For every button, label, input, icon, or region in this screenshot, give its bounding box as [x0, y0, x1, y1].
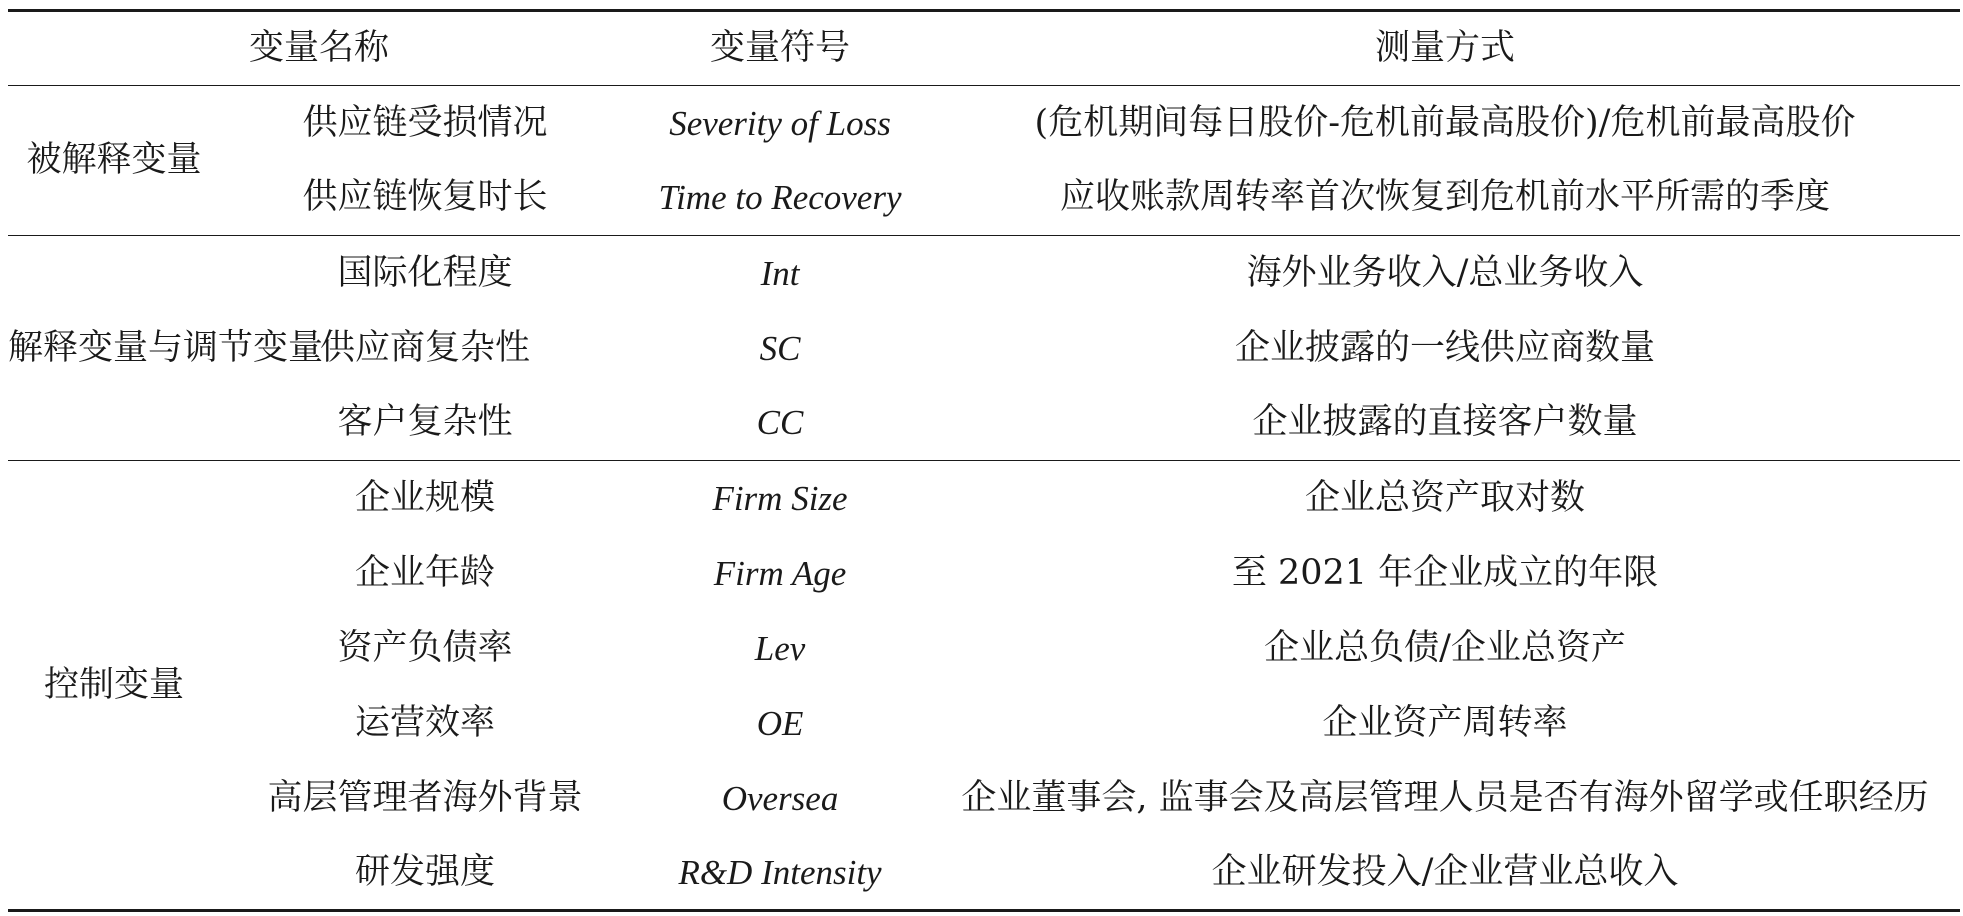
table-row	[8, 161, 1960, 236]
variable-name-cell: 企业规模	[355, 477, 496, 518]
variable-definition-table	[8, 9, 1960, 912]
header-variable-symbol: 变量符号	[630, 11, 930, 86]
category-cell: 被解释变量	[8, 86, 220, 236]
variable-symbol-cell: Time to Recovery	[630, 161, 930, 236]
table-row	[8, 686, 1960, 761]
measurement-cell: 企业董事会, 监事会及高层管理人员是否有海外留学或任职经历	[961, 777, 1929, 818]
table-row	[8, 536, 1960, 611]
variable-name-cell: 企业年龄	[355, 552, 496, 593]
measurement-cell: 企业披露的直接客户数量	[930, 386, 1960, 461]
variable-name-cell: 研发强度	[220, 836, 630, 911]
variable-symbol-cell: Firm Size	[712, 478, 848, 518]
table-row	[8, 836, 1960, 911]
measurement-cell: 企业总资产取对数	[1305, 477, 1586, 518]
measurement-cell: 企业披露的一线供应商数量	[1235, 327, 1656, 368]
category-cell: 解释变量与调节变量	[8, 236, 220, 461]
variable-name-cell: 供应链受损情况	[302, 102, 548, 143]
variable-name-cell: 资产负债率	[337, 627, 513, 668]
variable-name-cell: 客户复杂性	[220, 386, 630, 461]
variable-symbol-cell: Oversea	[721, 778, 839, 818]
variable-name-cell: 供应商复杂性	[320, 327, 531, 368]
variable-symbol-cell: Firm Age	[713, 553, 847, 593]
header-variable-name: 变量名称	[8, 11, 630, 86]
variable-name-cell: 供应链恢复时长	[220, 161, 630, 236]
measurement-cell: 应收账款周转率首次恢复到危机前水平所需的季度	[930, 161, 1960, 236]
measurement-cell: 企业资产周转率	[1322, 702, 1568, 743]
variable-symbol-cell: Severity of Loss	[669, 103, 891, 143]
variable-name-cell: 国际化程度	[337, 252, 513, 293]
table-row	[8, 86, 1960, 161]
measurement-cell: 至 2021 年企业成立的年限	[1231, 552, 1659, 593]
measurement-cell: 海外业务收入/总业务收入	[1246, 252, 1644, 293]
header-row	[8, 11, 1960, 86]
table-row	[8, 761, 1960, 836]
category-cell: 控制变量	[8, 461, 220, 911]
variable-symbol-cell: SC	[759, 328, 801, 368]
measurement-cell: (危机期间每日股价-危机前最高股价)/危机前最高股价	[1034, 102, 1856, 143]
variable-name-cell: 高层管理者海外背景	[267, 777, 583, 818]
measurement-cell: 企业研发投入/企业营业总收入	[930, 836, 1960, 911]
variable-symbol-cell: R&D Intensity	[630, 836, 930, 911]
variable-symbol-cell: Lev	[754, 628, 806, 668]
table-row	[8, 236, 1960, 311]
variable-symbol-cell: OE	[756, 703, 804, 743]
table-row	[8, 611, 1960, 686]
variable-name-cell: 运营效率	[355, 702, 496, 743]
header-measurement: 测量方式	[930, 11, 1960, 86]
table-row	[8, 461, 1960, 536]
variable-symbol-cell: Int	[760, 253, 800, 293]
measurement-cell: 企业总负债/企业总资产	[1264, 627, 1626, 668]
variable-symbol-cell: CC	[630, 386, 930, 461]
table-row	[8, 386, 1960, 461]
